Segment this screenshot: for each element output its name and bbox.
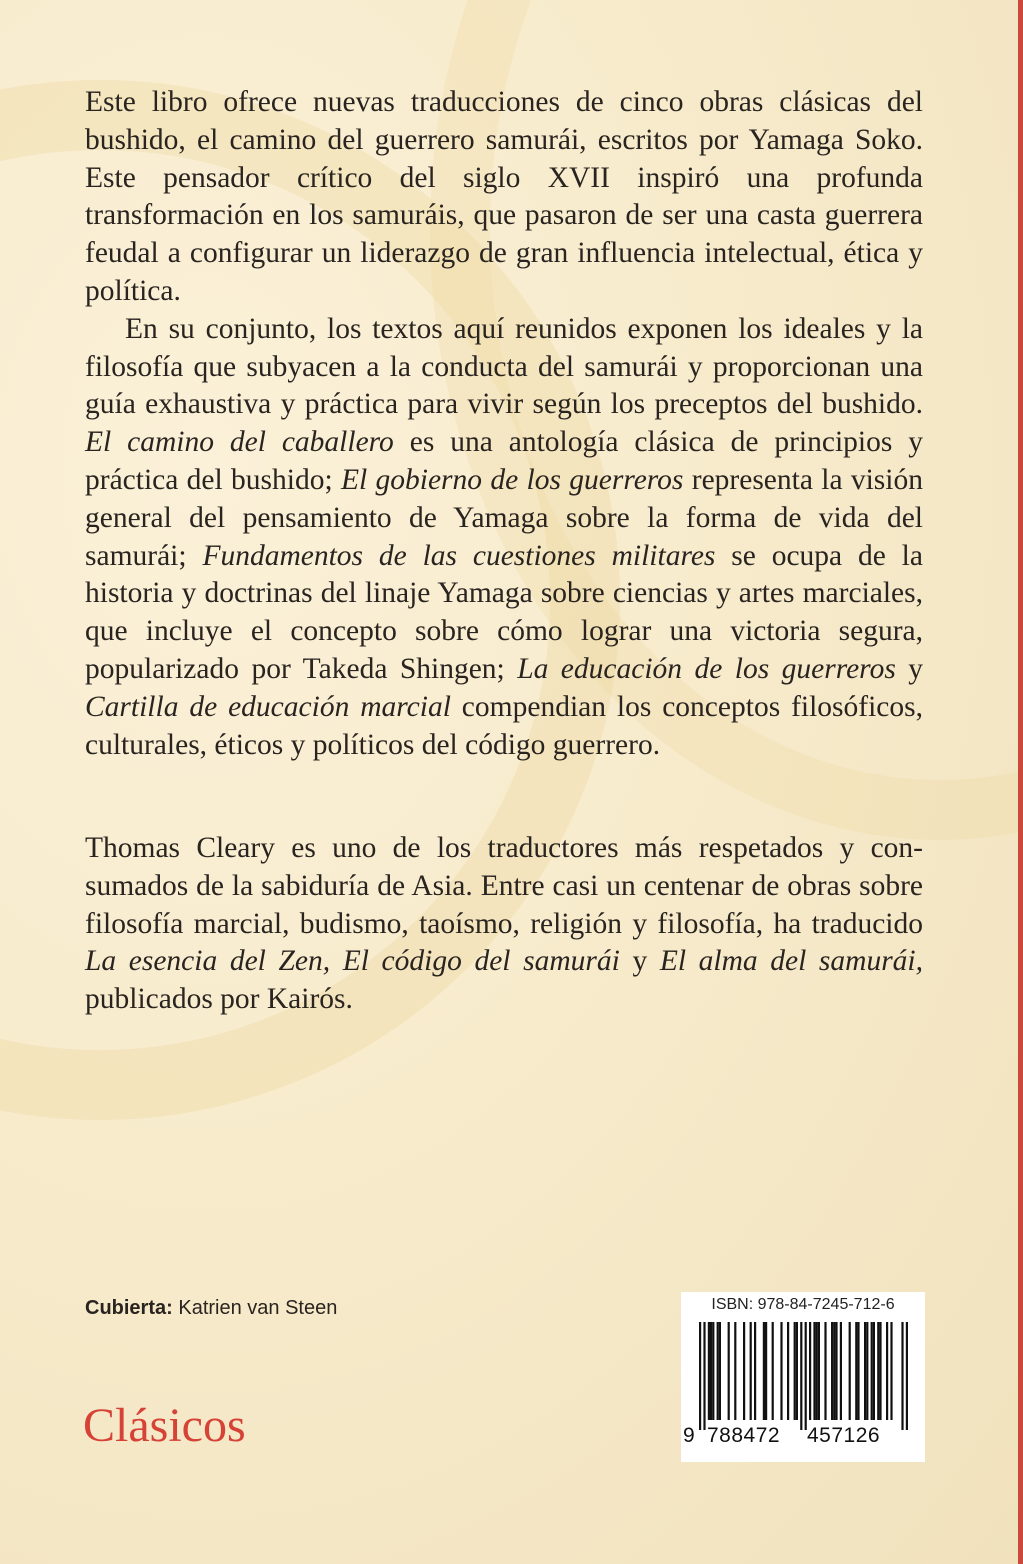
barcode-bar — [717, 1322, 719, 1420]
barcode-bar — [772, 1322, 774, 1420]
barcode-bar — [805, 1322, 807, 1430]
credit-label: Cubierta: — [85, 1297, 173, 1319]
barcode-bar — [890, 1322, 892, 1420]
barcode-bar — [763, 1322, 765, 1420]
barcode-bar — [796, 1322, 798, 1420]
author-bio — [85, 830, 923, 1019]
text-run: inspiró una profunda transformación en los samuráis, que pasaron de ser una casta guerrera feudal a configurar un liderazgo de gran influencia intelectual, ética y política. — [85, 161, 923, 307]
isbn-number: ISBN: 978-84-7245-712-6 — [711, 1296, 895, 1313]
barcode-bar — [719, 1322, 721, 1420]
text-run: publicados por Kairós. — [85, 983, 353, 1016]
italic-title: El camino del caballero — [85, 426, 394, 459]
barcode-bar — [800, 1322, 802, 1430]
credit-name: Katrien van Steen — [178, 1297, 338, 1319]
barcode-bar — [780, 1322, 782, 1420]
barcode-bar — [816, 1322, 818, 1420]
italic-title: El gobierno de los guerreros — [340, 463, 684, 496]
barcode-bar — [871, 1322, 873, 1420]
barcode-bar — [831, 1322, 833, 1420]
italic-title: La esencia del Zen, El código del samurái — [85, 945, 620, 978]
text-run: Este libro ofrece nuevas traducciones de cinco obras clásicas del bushido, el camino del guerrero samurái, escritos por Yamaga Soko. Este pensador crítico del siglo — [85, 86, 923, 194]
cover-credit — [85, 1297, 337, 1320]
text-run: es una antología clásica de principios y práctica del bushido; — [85, 426, 923, 496]
barcode-bar — [809, 1322, 811, 1420]
barcode-bar — [901, 1322, 903, 1430]
barcode-bar — [750, 1322, 752, 1420]
barcode-image — [691, 1322, 915, 1430]
barcode-digit-first: 9 — [683, 1424, 696, 1447]
barcode-bar — [754, 1322, 756, 1420]
text-run: y — [619, 945, 660, 978]
author-paragraph — [85, 830, 923, 1019]
barcode-bar — [734, 1322, 736, 1420]
barcode-bar — [855, 1322, 857, 1420]
barcode-bar — [712, 1322, 714, 1420]
barcode-bar — [703, 1322, 705, 1430]
text-run: se ocupa de la historia y doctrinas del linaje Yamaga sobre ciencias y artes marciales, que incluye el concepto sobre cómo lograr una victoria segura, popularizado por Takeda Shingen; — [85, 539, 923, 685]
barcode-bar — [833, 1322, 835, 1420]
barcode-bar — [886, 1322, 888, 1420]
barcode-bar — [840, 1322, 842, 1420]
description-paragraph-2 — [85, 311, 923, 765]
text-run: XVII — [547, 161, 610, 194]
barcode-digits-left: 788472 — [707, 1424, 781, 1447]
barcode-bar — [728, 1322, 730, 1420]
text-run: y — [895, 652, 924, 685]
barcode-digits-right: 457126 — [807, 1424, 881, 1447]
text-run: compendian los conceptos filosóficos, culturales, éticos y políticos del código guerrero. — [85, 690, 923, 761]
barcode-bar — [824, 1322, 826, 1420]
barcode-label — [681, 1292, 925, 1462]
barcode-bar — [787, 1322, 789, 1420]
barcode-bar — [879, 1322, 881, 1420]
barcode-bar — [813, 1322, 815, 1420]
barcode-bar — [699, 1322, 701, 1430]
barcode-bar — [794, 1322, 796, 1420]
barcode-bar — [866, 1322, 868, 1420]
barcode-bar — [818, 1322, 820, 1420]
text-run: Thomas Cleary es uno de los traductores más respetados y consumados de la sabiduría de Asia. Entre casi un centenar de obras sobre filosofía marcial, budismo, taoísmo, religión y filosofía, ha traducido — [85, 832, 923, 940]
barcode-bar — [857, 1322, 859, 1420]
italic-title: El alma del samurái, — [659, 945, 923, 978]
barcode-bar — [864, 1322, 866, 1420]
barcode-bar — [877, 1322, 879, 1420]
description-paragraph-1 — [85, 84, 923, 311]
barcode-bar — [765, 1322, 767, 1420]
italic-title: Fundamentos de las cuestiones militares — [202, 539, 716, 572]
barcode-bar — [873, 1322, 875, 1420]
text-run: En su conjunto, los textos aquí reunidos exponen los ideales y la filosofía que subyacen a la conducta del samurái y proporcionan una guía exhaustiva y práctica para vivir según los preceptos del bushido. — [85, 312, 923, 421]
barcode-bar — [710, 1322, 712, 1420]
text-run: representa la visión general del pensamiento de Yamaga sobre la forma de vida del samurái; — [85, 463, 923, 572]
barcode-bar — [835, 1322, 837, 1420]
italic-title: La educación de los guerreros — [517, 652, 896, 685]
barcode-bar — [906, 1322, 908, 1430]
series-name: Clásicos — [83, 1399, 246, 1452]
italic-title: Cartilla de educación marcial — [85, 690, 451, 723]
barcode-bar — [743, 1322, 745, 1420]
cover-edge — [1018, 0, 1023, 1564]
barcode-bar — [849, 1322, 851, 1420]
book-description — [85, 84, 923, 764]
barcode-bar — [708, 1322, 710, 1420]
